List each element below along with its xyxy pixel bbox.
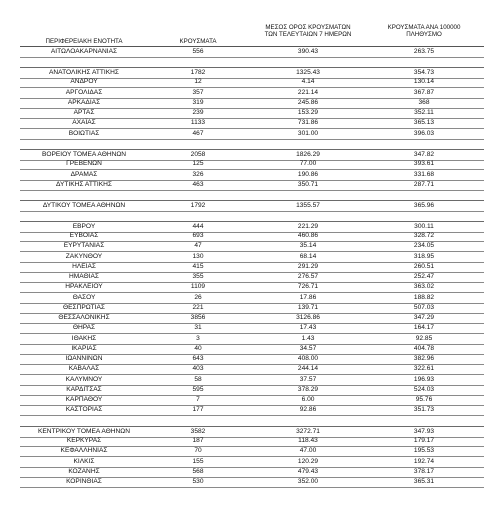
avg7-cell: 352.00: [297, 478, 319, 485]
per100k-cell: 92.85: [415, 334, 433, 342]
avg7-cell: 291.29: [297, 262, 319, 270]
per100k-cell: 365.13: [413, 119, 435, 127]
table-row: [20, 477, 484, 488]
cases-cell: 125: [192, 160, 204, 168]
avg7-cell: 17.86: [299, 293, 317, 301]
cases-cell: 530: [192, 478, 204, 485]
cases-cell: 3856: [190, 314, 206, 321]
region-cell: ΑΙΤΩΛΟΑΚΑΡΝΑΝΙΑΣ: [50, 47, 118, 55]
avg7-cell: 378.29: [297, 385, 319, 393]
cases-cell: 403: [192, 365, 204, 373]
cases-cell: 31: [194, 324, 202, 332]
per100k-cell: 347.82: [413, 151, 435, 158]
per100k-cell: 365.96: [413, 202, 435, 210]
avg7-cell: 460.86: [297, 232, 319, 239]
per100k-cell: 164.17: [413, 324, 435, 332]
cases-cell: 177: [192, 406, 204, 414]
cases-cell: 221: [192, 303, 204, 311]
cases-cell: 643: [192, 355, 204, 362]
avg7-cell: 390.43: [297, 47, 319, 55]
region-cell: ΕΥΡΥΤΑΝΙΑΣ: [63, 242, 105, 250]
per100k-cell: 351.73: [413, 406, 435, 414]
header-region: ΠΕΡΙΦΕΡΕΙΑΚΗ ΕΝΟΤΗΤΑ: [45, 38, 123, 45]
per100k-cell: 95.76: [415, 396, 433, 403]
per100k-cell: 404.78: [413, 344, 435, 352]
avg7-cell: 479.43: [297, 467, 319, 475]
per100k-cell: 252.47: [413, 273, 435, 280]
region-cell: ΙΩΑΝΝΙΝΩΝ: [65, 355, 103, 362]
spacer-row: [20, 416, 484, 426]
region-cell: ΑΝΔΡΟΥ: [70, 78, 98, 86]
cases-cell: 12: [194, 78, 202, 86]
region-cell: ΑΧΑΪΑΣ: [72, 119, 96, 127]
avg7-cell: 4.14: [301, 78, 315, 86]
region-cell: ΔΥΤΙΚΟΥ ΤΟΜΕΑ ΑΘΗΝΩΝ: [42, 202, 126, 210]
per100k-cell: 507.03: [413, 303, 435, 311]
per100k-cell: 331.68: [413, 170, 435, 178]
avg7-cell: 47.00: [299, 447, 317, 455]
per100k-cell: 130.14: [413, 78, 435, 86]
per100k-cell: 396.03: [413, 129, 435, 137]
cases-cell: 568: [192, 467, 204, 475]
per100k-cell: 318.95: [413, 252, 435, 260]
avg7-cell: 118.43: [298, 437, 318, 444]
cases-cell: 556: [192, 47, 204, 55]
cases-cell: 3: [196, 334, 200, 342]
region-cell: ΚΕΦΑΛΛΗΝΙΑΣ: [60, 447, 108, 455]
cases-cell: 326: [192, 170, 204, 178]
cases-cell: 3582: [190, 427, 206, 435]
region-cell: ΒΟΙΩΤΙΑΣ: [68, 129, 100, 137]
avg7-cell: 221.29: [297, 222, 319, 230]
cases-cell: 1792: [190, 202, 206, 210]
cases-cell: 47: [194, 242, 202, 250]
region-cell: ΕΒΡΟΥ: [72, 222, 96, 230]
cases-cell: 1782: [190, 69, 206, 76]
avg7-cell: 1325.43: [296, 69, 320, 76]
avg7-cell: 17.43: [299, 324, 317, 332]
cases-cell: 70: [194, 447, 202, 455]
region-cell: ΑΡΤΑΣ: [73, 109, 95, 116]
region-cell: ΚΑΣΤΟΡΙΑΣ: [65, 406, 103, 414]
cases-cell: 7: [196, 396, 200, 403]
per100k-cell: 363.02: [413, 283, 435, 291]
cases-cell: 40: [194, 344, 202, 352]
header-cases: ΚΡΟΥΣΜΑΤΑ: [179, 38, 217, 45]
header-avg7: ΜΕΣΟΣ ΟΡΟΣ ΚΡΟΥΣΜΑΤΩΝ ΤΩΝ ΤΕΛΕΥΤΑΙΩΝ 7 ΗΜΕΡΩΝ: [264, 24, 352, 38]
per100k-cell: 234.05: [413, 242, 435, 250]
avg7-cell: 1.43: [301, 334, 315, 342]
avg7-cell: 731.86: [297, 119, 319, 127]
region-cell: ΚΙΛΚΙΣ: [73, 457, 95, 465]
region-cell: ΕΥΒΟΙΑΣ: [69, 232, 99, 239]
region-cell: ΚΟΡΙΝΘΙΑΣ: [66, 478, 102, 485]
cases-cell: 693: [192, 232, 204, 239]
avg7-cell: 244.14: [297, 365, 319, 373]
per100k-cell: 179.17: [413, 437, 435, 444]
avg7-cell: 35.14: [299, 242, 317, 250]
cases-cell: 444: [192, 222, 204, 230]
cases-cell: 467: [192, 129, 204, 137]
region-cell: ΑΡΓΟΛΙΔΑΣ: [65, 88, 103, 96]
cases-cell: 355: [192, 273, 204, 280]
cases-cell: 1133: [190, 119, 206, 127]
spacer-row: [20, 211, 484, 221]
region-cell: ΘΕΣΠΡΩΤΙΑΣ: [62, 303, 106, 311]
cases-cell: 130: [192, 252, 204, 260]
per100k-cell: 322.61: [413, 365, 435, 373]
region-cell: ΚΑΒΑΛΑΣ: [68, 365, 100, 373]
region-cell: ΒΟΡΕΙΟΥ ΤΟΜΕΑ ΑΘΗΝΩΝ: [41, 151, 127, 158]
per100k-cell: 195.53: [413, 447, 435, 455]
region-cell: ΑΡΚΑΔΙΑΣ: [67, 98, 101, 106]
avg7-cell: 350.71: [297, 180, 319, 188]
per100k-cell: 382.96: [413, 355, 435, 362]
spacer-row: [20, 139, 484, 149]
per100k-cell: 263.75: [413, 47, 435, 55]
region-cell: ΗΡΑΚΛΕΙΟΥ: [65, 283, 103, 291]
avg7-cell: 276.57: [297, 273, 319, 280]
cases-cell: 155: [192, 457, 204, 465]
region-cell: ΖΑΚΥΝΘΟΥ: [65, 252, 103, 260]
per100k-cell: 354.73: [413, 69, 435, 76]
per100k-cell: 188.82: [413, 293, 435, 301]
per100k-cell: 347.29: [413, 314, 435, 321]
region-cell: ΓΡΕΒΕΝΩΝ: [66, 160, 102, 168]
avg7-cell: 68.14: [299, 252, 317, 260]
spacer-row: [20, 190, 484, 200]
region-cell: ΔΡΑΜΑΣ: [70, 170, 98, 178]
avg7-cell: 34.57: [299, 344, 317, 352]
region-cell: ΚΕΝΤΡΙΚΟΥ ΤΟΜΕΑ ΑΘΗΝΩΝ: [38, 427, 130, 435]
region-cell: ΚΟΖΑΝΗΣ: [68, 467, 100, 475]
avg7-cell: 726.71: [297, 283, 319, 291]
avg7-cell: 153.29: [297, 109, 319, 116]
cases-cell: 463: [192, 180, 204, 188]
region-cell: ΘΑΣΟΥ: [72, 293, 96, 301]
cases-cell: 357: [192, 88, 204, 96]
per100k-cell: 192.74: [413, 457, 435, 465]
cases-cell: 58: [194, 375, 202, 383]
per100k-cell: 393.61: [413, 160, 435, 168]
avg7-cell: 221.14: [297, 88, 319, 96]
per100k-cell: 347.93: [413, 427, 435, 435]
per100k-cell: 352.11: [414, 109, 434, 116]
per100k-cell: 328.72: [413, 232, 435, 239]
cases-cell: 2058: [190, 151, 206, 158]
region-cell: ΚΑΡΔΙΤΣΑΣ: [66, 385, 102, 393]
spacer-row: [20, 57, 484, 67]
region-cell: ΚΕΡΚΥΡΑΣ: [66, 437, 102, 444]
per100k-cell: 300.11: [414, 222, 434, 230]
per100k-cell: 260.51: [413, 262, 435, 270]
per100k-cell: 196.93: [413, 375, 435, 383]
region-cell: ΑΝΑΤΟΛΙΚΗΣ ΑΤΤΙΚΗΣ: [49, 69, 119, 76]
avg7-cell: 6.00: [301, 396, 315, 403]
avg7-cell: 1355.57: [296, 202, 320, 210]
per100k-cell: 365.31: [413, 478, 435, 485]
region-cell: ΙΚΑΡΙΑΣ: [71, 344, 97, 352]
region-cell: ΚΑΛΥΜΝΟΥ: [65, 375, 103, 383]
cases-cell: 239: [192, 109, 204, 116]
avg7-cell: 1826.29: [296, 151, 320, 158]
header-per100k: ΚΡΟΥΣΜΑΤΑ ΑΝΑ 100000 ΠΛΗΘΥΣΜΟ: [387, 24, 461, 38]
per100k-cell: 524.03: [413, 385, 435, 393]
per100k-cell: 378.17: [413, 467, 435, 475]
per100k-cell: 368: [418, 98, 430, 106]
region-cell: ΘΕΣΣΑΛΟΝΙΚΗΣ: [58, 314, 110, 321]
avg7-cell: 120.29: [297, 457, 319, 465]
avg7-cell: 190.86: [297, 170, 319, 178]
cases-cell: 415: [192, 262, 204, 270]
region-cell: ΚΑΡΠΑΘΟΥ: [65, 396, 103, 403]
avg7-cell: 139.71: [297, 303, 319, 311]
avg7-cell: 245.86: [297, 98, 319, 106]
cases-cell: 26: [194, 293, 202, 301]
avg7-cell: 301.00: [297, 129, 319, 137]
avg7-cell: 3126.86: [296, 314, 320, 321]
cases-cell: 595: [192, 385, 204, 393]
per100k-cell: 287.71: [413, 180, 435, 188]
avg7-cell: 92.86: [299, 406, 317, 414]
region-cell: ΔΥΤΙΚΗΣ ΑΤΤΙΚΗΣ: [56, 180, 112, 188]
avg7-cell: 77.00: [299, 160, 317, 168]
cases-cell: 319: [192, 98, 204, 106]
avg7-cell: 37.57: [299, 375, 317, 383]
region-cell: ΙΘΑΚΗΣ: [71, 334, 97, 342]
region-cell: ΗΜΑΘΙΑΣ: [69, 273, 99, 280]
cases-cell: 1109: [190, 283, 206, 291]
cases-cell: 187: [192, 437, 204, 444]
avg7-cell: 408.00: [297, 355, 319, 362]
region-cell: ΗΛΕΙΑΣ: [72, 262, 96, 270]
per100k-cell: 367.87: [413, 88, 435, 96]
avg7-cell: 3272.71: [296, 427, 320, 435]
region-cell: ΘΗΡΑΣ: [72, 324, 96, 332]
